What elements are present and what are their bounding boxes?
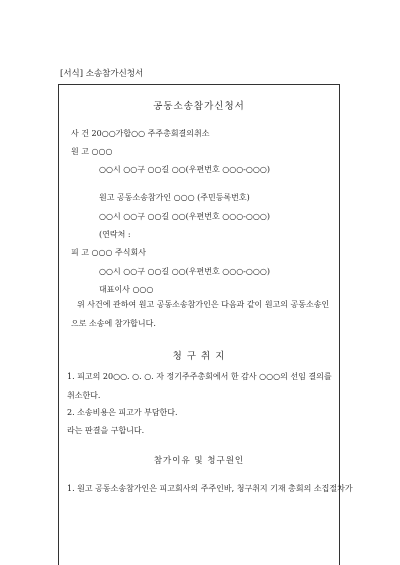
intro-paragraph: 위 사건에 관하여 원고 공동소송참가인은 다음과 같이 원고의 공동소송인으로 소송에 참가합니다. (71, 300, 330, 328)
contact-line: (연락처 : (99, 230, 131, 239)
document-frame (58, 84, 353, 565)
defendant-address: ○○시 ○○구 ○○길 ○○(우편번호 ○○○-○○○) (99, 267, 270, 276)
representative-line: 대표이사 ○○○ (99, 285, 154, 294)
reason-item-1: 1. 원고 공동소송참가인은 피고회사의 주주인바, 청구취지 기재 총회의 소집절차가 (67, 484, 353, 493)
claim-item-1: 1. 피고의 20○○. ○. ○. 자 정기주주총회에서 한 감사 ○○○의 선임 결의를 취소한다. (67, 372, 332, 400)
joiner-address: ○○시 ○○구 ○○길 ○○(우편번호 ○○○-○○○) (99, 212, 270, 221)
document-title: 공동소송참가신청서 (153, 101, 245, 112)
form-tag: [서식] 소송참가신청서 (60, 69, 144, 79)
joiner-line: 원고 공동소송참가인 ○○○ (주민등록번호) (99, 193, 250, 202)
claim-ending: 라는 판결을 구합니다. (67, 426, 145, 435)
case-line: 사 건 20○○가합○○ 주주총회결의취소 (71, 129, 210, 138)
claim-title: 청 구 취 지 (172, 351, 226, 362)
plaintiff-address: ○○시 ○○구 ○○길 ○○(우편번호 ○○○-○○○) (99, 165, 270, 174)
reason-title: 참가이유 및 청구원인 (153, 456, 245, 466)
claim-item-2: 2. 소송비용은 피고가 부담한다. (67, 408, 178, 417)
defendant-label: 피 고 ○○○ 주식회사 (71, 248, 146, 257)
plaintiff-label: 원 고 ○○○ (71, 147, 113, 156)
